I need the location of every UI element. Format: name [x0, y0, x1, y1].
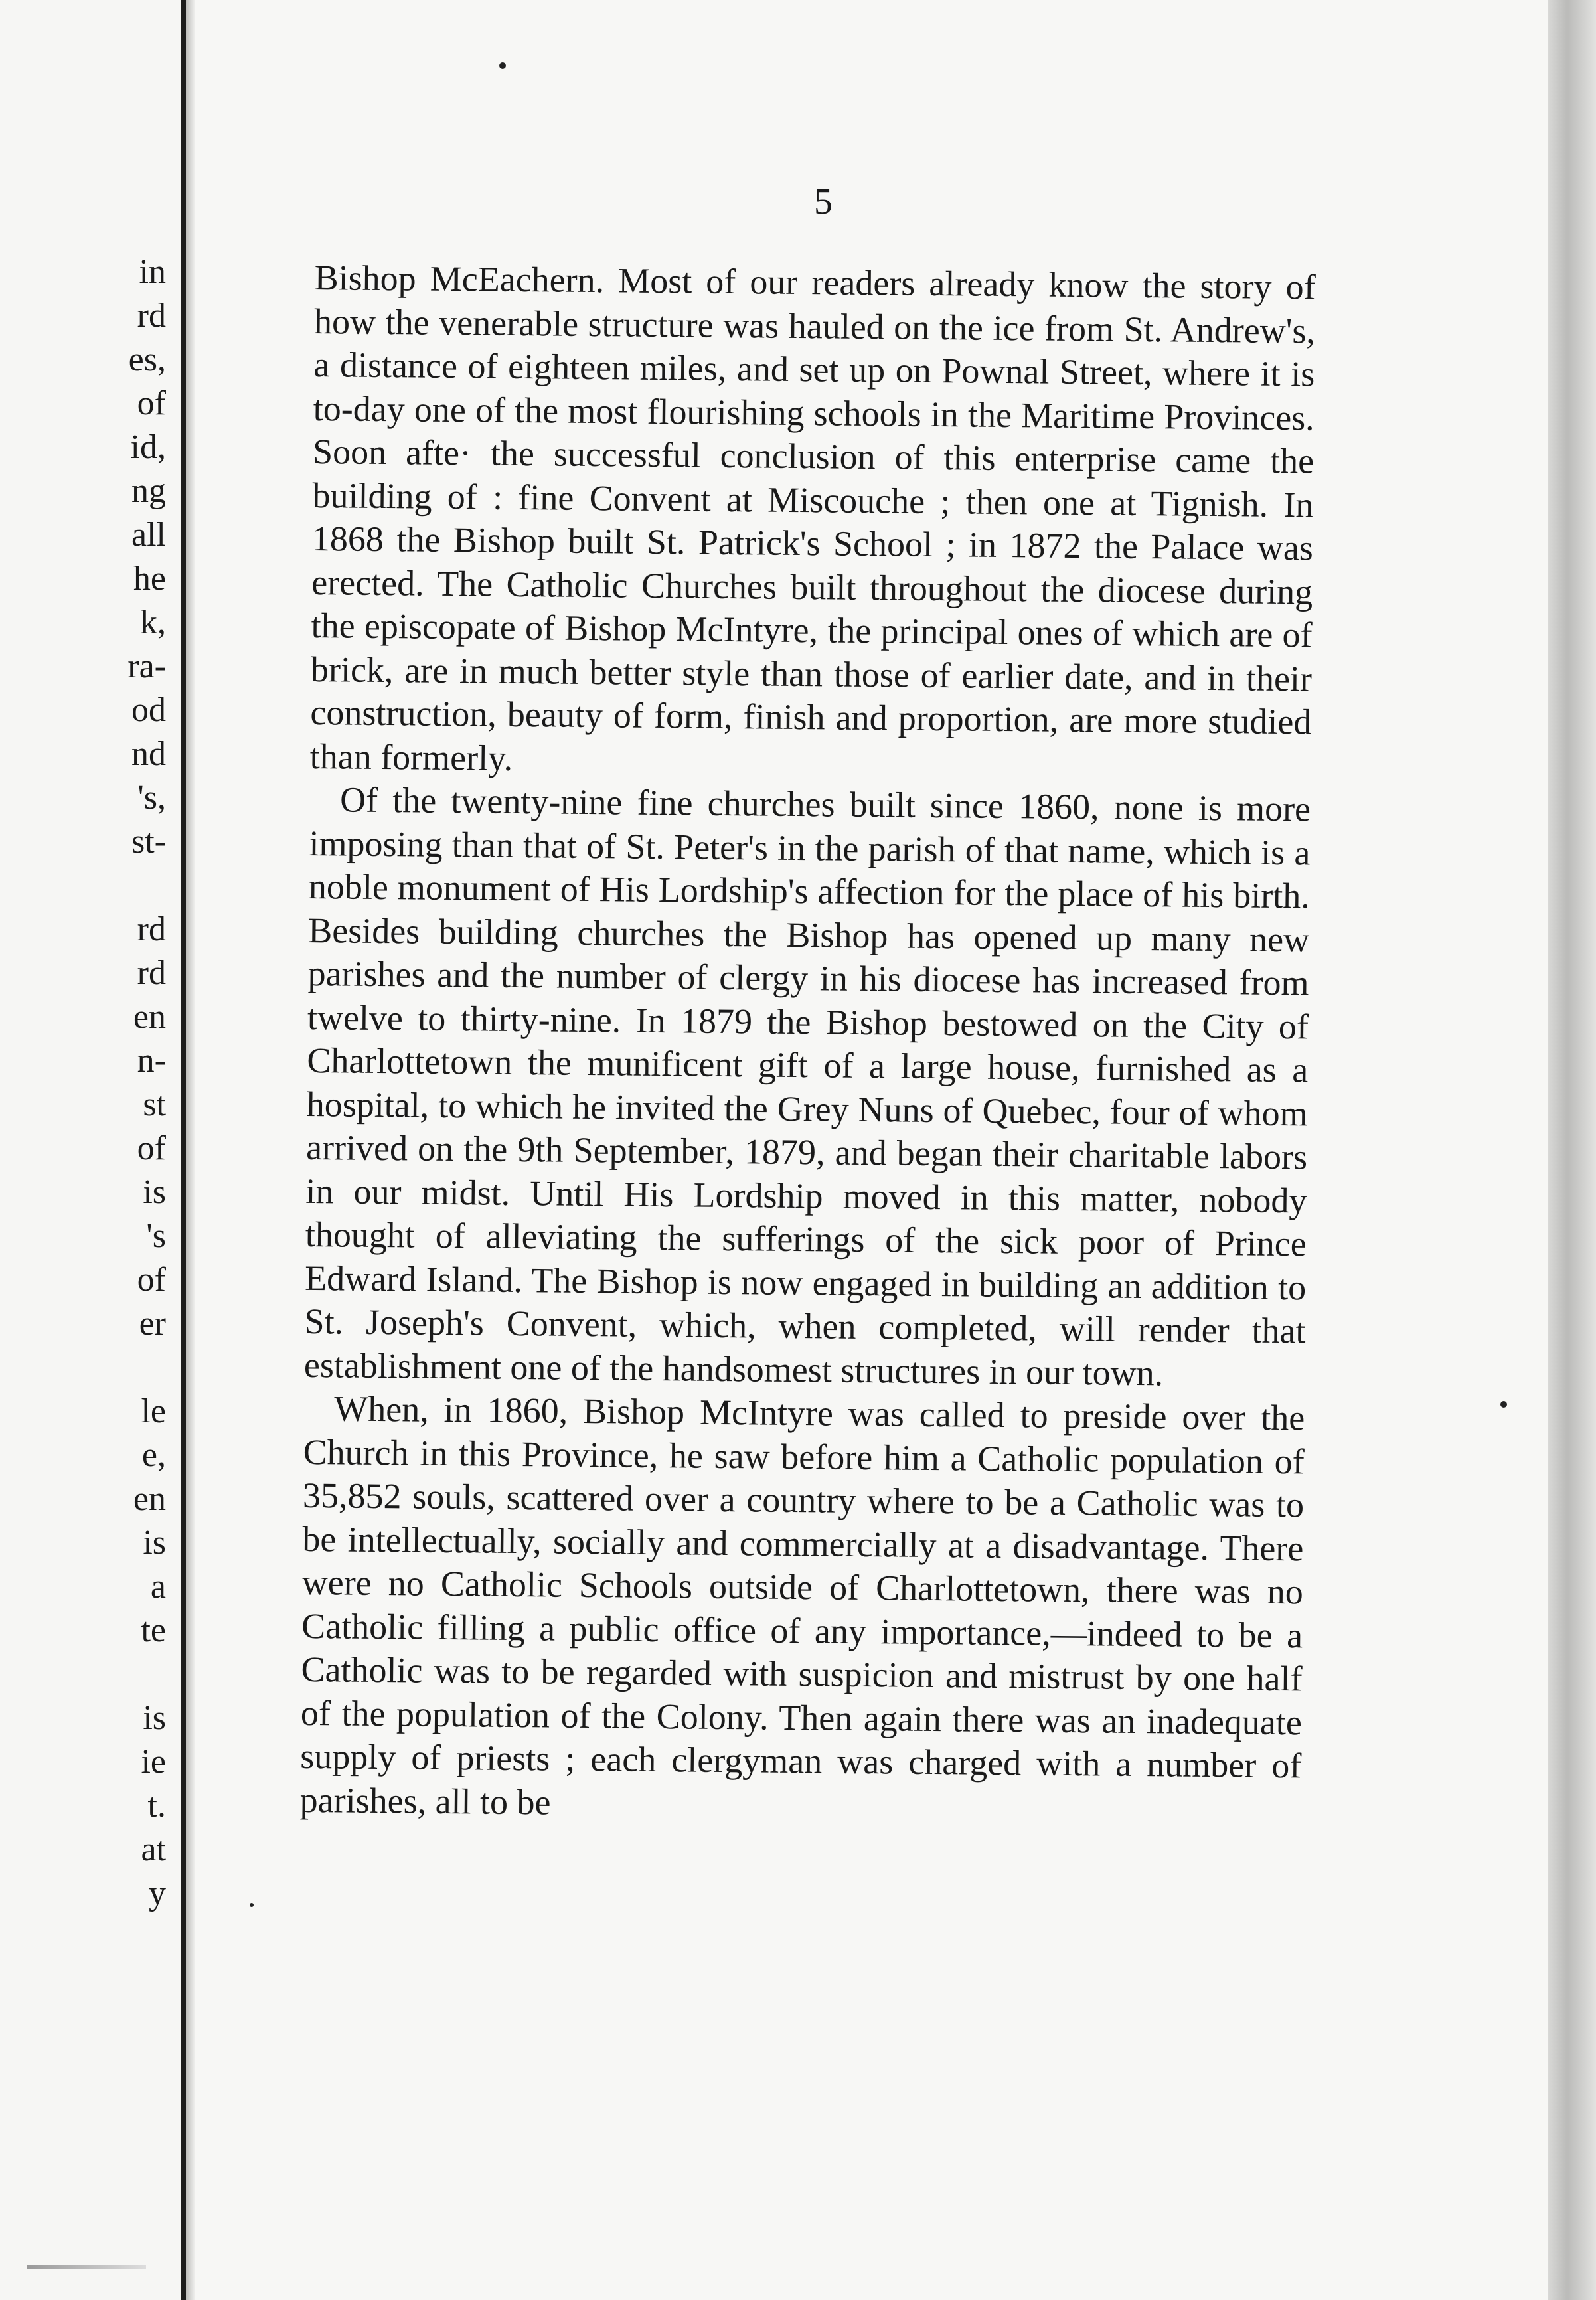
adjacent-page-fragment: is: [143, 1524, 166, 1562]
ink-speck: [1500, 1401, 1507, 1408]
adjacent-page-fragment: en: [133, 1480, 166, 1518]
adjacent-page-fragment: k,: [140, 604, 166, 641]
page-number: 5: [814, 181, 833, 222]
paragraph-3: When, in 1860, Bishop McIntyre was called to preside over the Church in this Province, he saw before him a Catholic population of 35,852 souls, scattered over a country where to be a Catholic was to be intellectually, socially and commercially at a disadvantage. There were no Catholic Schools outside of Charlottetown, there was no Catholic filling a public office of any importance,—indeed to be a Catholic was to be regarded with suspicion and mistrust by one half of the population of the Colony. Then again there was an inadequate supply of priests ; each clergyman was charged with a number of parishes, all to be: [299, 1388, 1305, 1823]
adjacent-page-fragment: rd: [137, 910, 166, 948]
adjacent-page-fragment: ie: [141, 1743, 166, 1781]
adjacent-page-fragment: of: [137, 384, 166, 422]
adjacent-page-fragment: rd: [137, 297, 166, 335]
adjacent-page-fragment: er: [139, 1305, 166, 1343]
adjacent-page-fragment: nd: [131, 735, 166, 773]
body-text: [299, 256, 1316, 1831]
adjacent-page-fragment: y: [149, 1874, 166, 1912]
adjacent-page-fragment: in: [139, 253, 166, 291]
adjacent-page-fragment: all: [131, 516, 166, 554]
adjacent-page-fragment: id,: [130, 428, 166, 466]
adjacent-page-fragment: od: [131, 691, 166, 729]
adjacent-page-fragment: at: [141, 1831, 166, 1868]
adjacent-page-fragment: e,: [141, 1436, 166, 1474]
adjacent-page-fragment: rd: [137, 954, 166, 992]
ink-speck: [499, 62, 506, 69]
adjacent-page-fragment: 's,: [137, 779, 166, 817]
scan-artifact: [27, 2265, 146, 2269]
page-fold-line: [181, 0, 186, 2300]
adjacent-page-fragment: ra-: [127, 647, 166, 685]
adjacent-page-fragment: st: [143, 1086, 166, 1123]
page-right-edge: [1548, 0, 1596, 2300]
adjacent-page-fragment: es,: [128, 341, 166, 378]
adjacent-page-fragment: le: [141, 1392, 166, 1430]
adjacent-page-fragment: a: [150, 1568, 166, 1605]
adjacent-page-fragment: of: [137, 1129, 166, 1167]
paragraph-1: Bishop McEachern. Most of our readers already know the story of how the venerable structure was hauled on the ice from St. Andrew's, a distance of eighteen miles, and set up on Pownal Street, where it is to-day one of the most flourishing schools in the Maritime Provinces. Soon afte· the successful conclusion of this enterprise came the building of : fine Convent at Miscouche ; then one at Tignish. In 1868 the Bishop built St. Patrick's School ; in 1872 the Palace was erected. The Catholic Churches built throughout the diocese during the episcopate of Bishop McIntyre, the principal ones of which are of brick, are in much better style than those of earlier date, and in their construction, beauty of form, finish and proportion, are more studied than formerly.: [309, 257, 1316, 778]
adjacent-page-strip: [0, 0, 181, 2300]
adjacent-page-fragment: n-: [137, 1042, 166, 1080]
adjacent-page-fragment: en: [133, 998, 166, 1036]
adjacent-page-fragment: is: [143, 1173, 166, 1211]
paragraph-2: Of the twenty-nine fine churches built since 1860, none is more imposing than that of St. Peter's in the parish of that name, which is a noble monument of His Lordship's affection for the place of his birth. Besides building churches the Bishop has opened up many new parishes and the number of clergy in his diocese has increased from twelve to thirty-nine. In 1879 the Bishop bestowed on the City of Charlottetown the munificent gift of a large house, furnished as a hospital, to which he invited the Grey Nuns of Quebec, four of whom arrived on the 9th September, 1879, and began their charitable labors in our midst. Until His Lordship moved in this matter, nobody thought of alleviating the sufferings of the sick poor of Prince Edward Island. The Bishop is now engaged in building an addition to St. Joseph's Convent, which, when completed, will render that establishment one of the handsomest structures in our town.: [303, 780, 1311, 1393]
adjacent-page-fragment: st-: [131, 823, 166, 861]
adjacent-page-fragment: t.: [147, 1787, 166, 1825]
ink-speck: [250, 1903, 254, 1907]
page-fold-shadow: [186, 0, 195, 2300]
adjacent-page-fragment: ng: [131, 472, 166, 510]
adjacent-page-fragment: he: [133, 560, 166, 598]
adjacent-page-fragment: te: [141, 1611, 166, 1649]
adjacent-page-fragment: is: [143, 1699, 166, 1737]
adjacent-page-fragment: of: [137, 1261, 166, 1299]
adjacent-page-fragment: 's: [146, 1217, 166, 1255]
